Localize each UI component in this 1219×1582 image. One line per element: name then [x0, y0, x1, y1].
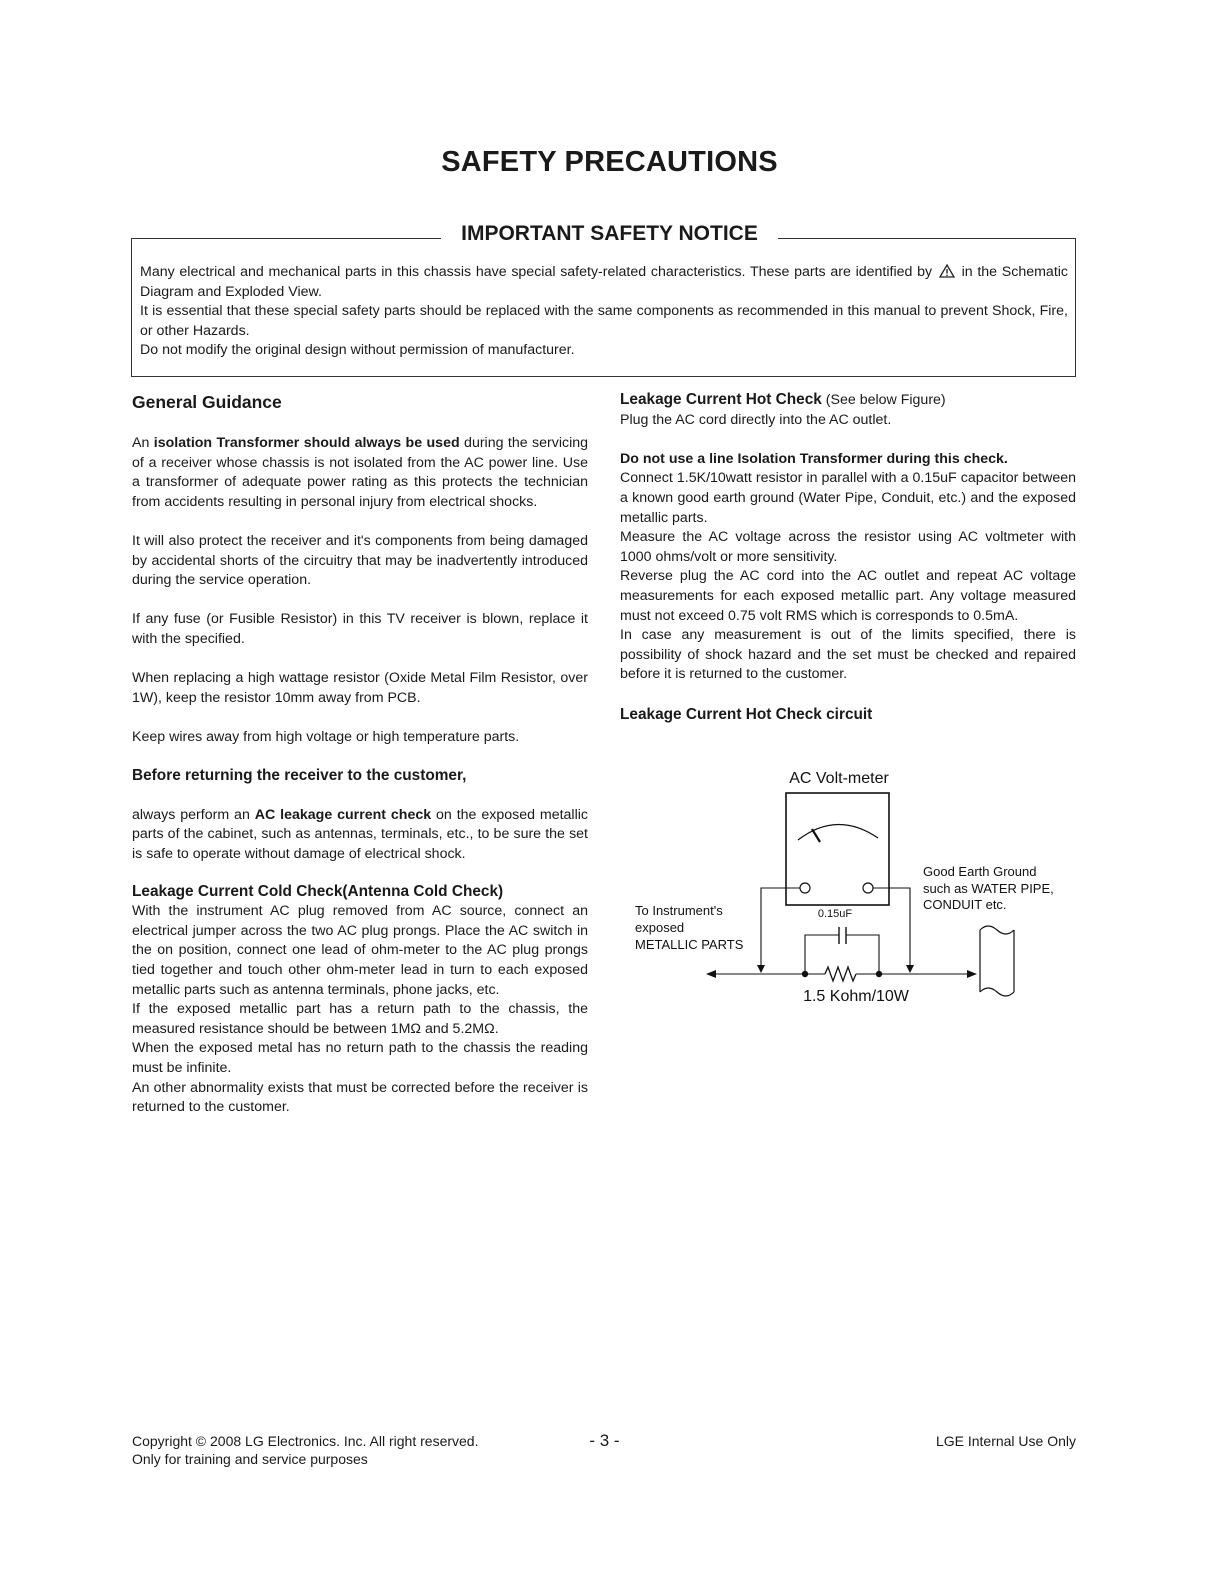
cold-check-paragraph-4: An other abnormality exists that must be corrected before the receiver is returned to the customer.: [132, 1079, 588, 1116]
hot-check-heading: Leakage Current Hot Check: [620, 391, 822, 408]
hot-check-paragraph-4: Reverse plug the AC cord into the AC outlet and repeat AC voltage measurements for each exposed metallic part. Any voltage measured must not exceed 0.75 volt RMS which is corresponds to 0.5mA.: [620, 568, 1076, 624]
ground-label-2: such as WATER PIPE,: [923, 881, 1054, 896]
cold-check-paragraph-2: If the exposed metallic part has a return path to the chassis, the measured resistance should be between 1MΩ and 5.2MΩ.: [132, 1001, 588, 1037]
hot-check-note: (See below Figure): [821, 392, 946, 408]
warning-triangle-icon: [939, 264, 955, 278]
fuse-paragraph: If any fuse (or Fusible Resistor) in this TV receiver is blown, replace it with the specified.: [132, 611, 588, 647]
leakage-check-paragraph: [132, 806, 588, 865]
resistor-label: 1.5 Kohm/10W: [803, 988, 909, 1005]
isolation-text-a: An: [132, 435, 154, 451]
right-column: [620, 390, 1076, 725]
isolation-text-c: during the servicing of a receiver whose chassis is not isolated from the AC power line. Use a transformer of adequate power rating as this protects the technician from accidents resulting in personal injury from electrical shocks.: [132, 435, 589, 510]
notice-title: [0, 222, 1219, 246]
cold-check-heading: Leakage Current Cold Check(Antenna Cold Check): [132, 883, 504, 901]
junction-node-left: [802, 971, 808, 977]
notice-title-text: IMPORTANT SAFETY NOTICE: [441, 222, 778, 245]
leakage-text-c: on the exposed metallic parts of the cabinet, such as antennas, terminals, etc., to be sure the set is safe to operate without damage of electrical shock.: [132, 806, 588, 862]
wires-paragraph: Keep wires away from high voltage or high temperature parts.: [132, 728, 520, 745]
left-column: [132, 390, 588, 1118]
instrument-label-3: METALLIC PARTS: [635, 937, 744, 952]
notice-text: [140, 263, 1068, 361]
notice-line-1-b: in the Schematic Diagram and Exploded View.: [140, 264, 1069, 300]
meter-terminal-right: [863, 883, 873, 893]
capacitor-label: 0.15uF: [817, 908, 853, 920]
isolation-text-bold: isolation Transformer should always be used: [153, 435, 460, 451]
hot-check-warning: Do not use a line Isolation Transformer during this check.: [620, 450, 1008, 467]
water-pipe-icon: [980, 926, 1014, 996]
internal-use-text: LGE Internal Use Only: [935, 1433, 1076, 1449]
resistor-paragraph: When replacing a high wattage resistor (Oxide Metal Film Resistor, over 1W), keep the resistor 10mm away from PCB.: [132, 670, 588, 706]
meter-label: AC Volt-meter: [789, 770, 889, 787]
left-lead-arrow: [757, 965, 765, 973]
circuit-heading: Leakage Current Hot Check circuit: [620, 705, 873, 723]
general-guidance-heading: General Guidance: [132, 392, 282, 412]
right-lead-arrow: [906, 965, 914, 973]
ground-label-3: CONDUIT etc.: [923, 897, 1007, 912]
cold-check-paragraph-1: With the instrument AC plug removed from AC source, connect an electrical jumper across the two AC plug prongs. Place the AC switch in the on position, connect one lead of ohm-meter to the AC plug prongs tied together and touch other ohm-meter lead in turn to each exposed metallic parts such as antenna terminals, phone jacks, etc.: [132, 903, 588, 998]
notice-line-1: [140, 263, 1068, 302]
purpose-text: Only for training and service purposes: [132, 1451, 368, 1467]
notice-line-2: It is essential that these special safety parts should be replaced with the same components as recommended in this manual to prevent Shock, Fire, or other Hazards.: [140, 303, 1068, 339]
isolation-paragraph: [132, 434, 588, 512]
right-main-arrow: [967, 970, 977, 978]
ground-label-1: Good Earth Ground: [923, 864, 1037, 879]
leakage-text-a: always perform an: [132, 806, 255, 823]
resistor-zigzag: [825, 967, 856, 981]
page-title: SAFETY PRECAUTIONS: [441, 146, 778, 178]
protect-paragraph: It will also protect the receiver and it's components from being damaged by accidental shorts of the circuitry that may be inadvertently introduced during the service operation.: [132, 532, 588, 589]
capacitor-wire-left: [805, 935, 839, 974]
hot-check-circuit-diagram: [620, 760, 1090, 1020]
hot-check-paragraph-1: Plug the AC cord directly into the AC outlet.: [620, 411, 892, 428]
meter-terminal-left: [800, 883, 810, 893]
cold-check-paragraph-3: When the exposed metal has no return path to the chassis the reading must be infinite.: [132, 1040, 588, 1077]
leakage-text-bold: AC leakage current check: [254, 806, 432, 823]
copyright-text: Copyright © 2008 LG Electronics. Inc. All right reserved.: [132, 1433, 479, 1449]
hot-check-paragraph-5: In case any measurement is out of the limits specified, there is possibility of shock hazard and the set must be checked and repaired before it is returned to the customer.: [620, 627, 1076, 683]
hot-check-paragraph-2: Connect 1.5K/10watt resistor in parallel with a 0.15uF capacitor between a known good earth ground (Water Pipe, Conduit, etc.) and the exposed metallic parts.: [620, 470, 1076, 526]
meter-scale-arc: [798, 824, 878, 840]
instrument-label-2: exposed: [635, 920, 685, 935]
left-lead-wire: [761, 888, 800, 972]
left-main-arrow: [706, 970, 716, 978]
hot-check-paragraph-3: Measure the AC voltage across the resistor using AC voltmeter with 1000 ohms/volt or more sensitivity.: [620, 529, 1076, 565]
page-number: - 3 -: [589, 1431, 620, 1450]
instrument-label-1: To Instrument's: [635, 903, 723, 918]
meter-needle: [812, 829, 820, 842]
hot-check-heading-line: [620, 390, 1076, 411]
junction-node-right: [876, 971, 882, 977]
capacitor-wire-right: [846, 935, 879, 974]
notice-line-3: Do not modify the original design without permission of manufacturer.: [140, 342, 575, 359]
before-returning-heading: Before returning the receiver to the customer,: [132, 766, 467, 784]
notice-line-1-a: Many electrical and mechanical parts in this chassis have special safety-related characteristics. These parts are identified by: [140, 264, 933, 280]
